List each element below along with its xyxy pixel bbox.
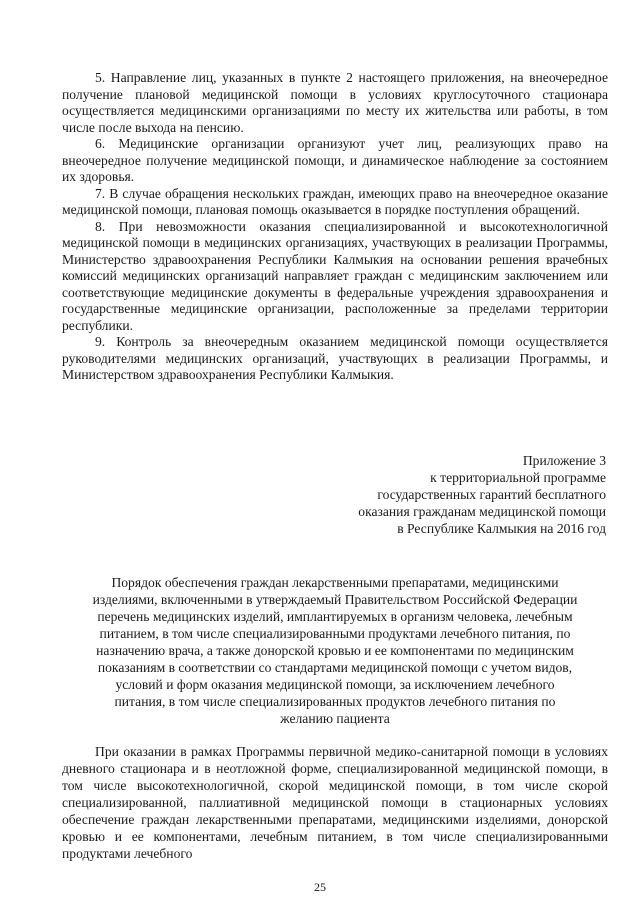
title-line: условий и форм оказания медицинской помощи, за исключением лечебного xyxy=(115,677,555,692)
title-line: показаниям в соответствии со стандартами медицинской помощи с учетом видов, xyxy=(97,660,573,675)
appendix-line: в Республике Калмыкия на 2016 год xyxy=(397,521,606,536)
paragraph-8: 8. При невозможности оказания специализированной и высокотехнологичной медицинской помощи в медицинских организациях, участвующих в реализации Программы, Министерство здравоохранения Республики Калмыкия на основании решения врачебных комиссий медицинских организаций направляет граждан с медицинским заключением или соответствующие медицинские документы в федеральные учреждения здравоохранения и государственные медицинские организации, расположенные за пределами территории республики. xyxy=(62,218,608,333)
title-line: питания, в том числе специализированных продуктов лечебного питания по xyxy=(114,694,556,709)
paragraph-5: 5. Направление лиц, указанных в пункте 2 настоящего приложения, на внеочередное получение плановой медицинской помощи в условиях круглосуточного стационара осуществляется медицинскими организациями по месту их жительства или работы, в том числе после выхода на пенсию. xyxy=(62,70,608,135)
final-paragraph: При оказании в рамках Программы первичной медико-санитарной помощи в условиях дневного стационара и в неотложной форме, специализированной медицинской помощи, в том числе высокотехнологичной, скорой медицинской помощи, в том числе скорой специализированной, паллиативной медицинской помощи в стационарных условиях обеспечение граждан лекарственными препаратами, медицинскими изделиями, донорской кровью и ее компонентами, лечебным питанием, в том числе специализированными продуктами лечебного xyxy=(62,744,608,861)
paragraph-6: 6. Медицинские организации организуют учет лиц, реализующих право на внеочередное получение медицинской помощи, и динамическое наблюдение за состоянием их здоровья. xyxy=(62,136,608,184)
paragraph-9: 9. Контроль за внеочередным оказанием медицинской помощи осуществляется руководителями медицинских организаций, участвующих в реализации Программы, и Министерством здравоохранения Республики Калмыкия. xyxy=(62,334,608,382)
page-number: 25 xyxy=(314,880,326,894)
appendix-line: оказания гражданам медицинской помощи xyxy=(358,504,606,519)
title-line: желанию пациента xyxy=(280,711,390,726)
appendix-line: государственных гарантий бесплатного xyxy=(377,487,606,502)
title-line: Порядок обеспечения граждан лекарственными препаратами, медицинскими xyxy=(111,575,559,590)
appendix-header xyxy=(358,452,606,537)
appendix-line: к территориальной программе xyxy=(430,470,606,485)
title-line: питанием, в том числе специализированными продуктами лечебного питания, по xyxy=(99,626,571,641)
title-line: назначению врача, а также донорской кровью и ее компонентами по медицинским xyxy=(96,643,574,658)
section-title xyxy=(62,574,608,727)
appendix-line: Приложение 3 xyxy=(522,453,606,468)
title-line: изделиями, включенными в утверждаемый Правительством Российской Федерации xyxy=(92,592,578,607)
title-line: перечень медицинских изделий, имплантируемых в организм человека, лечебным xyxy=(97,609,573,624)
paragraph-7: 7. В случае обращения нескольких граждан, имеющих право на внеочередное оказание медицинской помощи, плановая помощь оказывается в порядке поступления обращений. xyxy=(62,185,608,217)
body-text xyxy=(62,70,608,384)
